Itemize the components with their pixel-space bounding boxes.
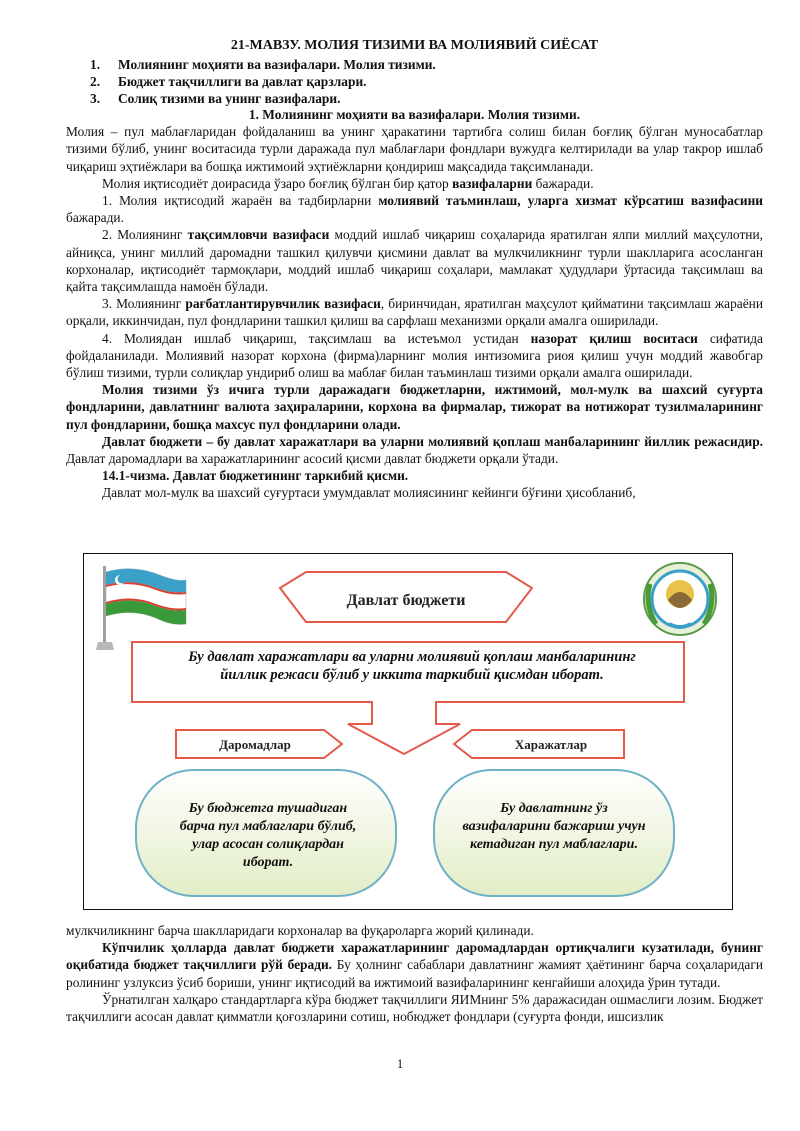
toc-number: 2. <box>90 74 101 90</box>
paragraph: 2. Молиянинг тақсимловчи вазифаси моддий ишлаб чиқариш соҳаларида яратилган ялпи миллий маҳсулотни, айниқса, унинг миллий даромадни ташкил қилувчи қисмини давлат ва мулкчиликнинг турли шаклларига асосланган корхоналар, иқтисодиёт тармоқлари, моддий ишлаб чиқариш соҳалари, мамлакат ҳудудлари ўртасида тақсимлаш ва қайта тақсимлашда намоён бўлади. <box>66 227 763 295</box>
budget-diagram <box>83 553 733 910</box>
toc-item <box>90 90 436 107</box>
toc-text: Бюджет тақчиллиги ва давлат қарзлари. <box>118 74 367 90</box>
paragraph: Молия – пул маблағларидан фойдаланиш ва унинг ҳаракатини тартибга солиш билан боғлиқ бўлган муносабатлар тизими бўлиб, унинг воситасида турли даражада пул маблағлари фондлари вужудга келтирилади ва улар такрор ишлаб чиқариш эҳтиёжлари ва бошқа ижтимоий эҳтиёжларни қондириш мақсадида тақсимланади. <box>66 124 763 174</box>
revenue-label: Даромадлар <box>219 737 291 752</box>
document-body-continued <box>66 922 763 1025</box>
paragraph: мулкчиликнинг барча шаклларидаги корхоналар ва фуқароларга жорий қилинади. <box>66 923 534 938</box>
revenue-description: Бу бюджетга тушадиган барча пул маблаглари бўлиб, улар асосан солиқлардан иборат. <box>179 801 357 870</box>
uzbekistan-flag-icon <box>96 566 186 650</box>
document-title: 21-МАВЗУ. МОЛИЯ ТИЗИМИ ВА МОЛИЯВИЙ СИЁСАТ <box>230 38 599 53</box>
toc-item <box>90 73 436 90</box>
page-number: 1 <box>396 1056 404 1071</box>
toc-number: 1. <box>90 57 101 72</box>
paragraph: Молия тизими ўз ичига турли даражадаги бюджетларни, ижтимоий, мол-мулк ва шахсий суғурта фондларини, давлатнинг валюта заҳираларини, корхона ва фирмалар, тижорат ва нотижорат тузилмаларининг пул фондларини, бошқа махсус пул фондларини олади. <box>66 382 763 432</box>
toc-text: Молиянинг моҳияти ва вазифалари. Молия тизими. <box>118 57 436 72</box>
diagram-definition: Бу давлат харажатлари ва уларни молиявий қоплаш манбаларининг йиллик режаси бўлиб у иккита таркибий қисмдан иборат. <box>188 649 636 683</box>
table-of-contents <box>90 56 436 108</box>
figure-caption: 14.1-чизма. Давлат бюджетининг таркибий қисми. <box>102 468 409 484</box>
document-body <box>66 106 763 502</box>
diagram-title: Давлат бюджети <box>346 592 466 609</box>
expense-label: Харажатлар <box>514 737 588 752</box>
paragraph: Кўпчилик ҳолларда давлат бюджети харажатларининг даромадлардан ортиқчалиги кузатилади, бунинг оқибатида бюджет тақчиллиги рўй беради. Бу ҳолнинг сабаблари давлатнинг жамият ҳаётининг барча соҳаларидаги ролининг узлуксиз ўсиб бориши, унинг иқтисодий ва ижтимоий вазифаларининг кенгайиши алоҳида ўрин тутади. <box>66 940 763 990</box>
paragraph: 3. Молиянинг рағбатлантирувчилик вазифаси, биринчидан, яратилган маҳсулот қийматини тақсимлаш жараёни орқали, иккинчидан, пул фондларини ташкил қилиш ва сарфлаш механизми орқали амалга оширилади. <box>66 296 763 329</box>
paragraph: Давлат бюджети – бу давлат харажатлари ва уларни молиявий қоплаш манбаларининг йиллик режасидир. Давлат даромадлари ва харажатларининг асосий қисми давлат бюджети орқали ўтади. <box>66 433 763 467</box>
paragraph: 4. Молиядан ишлаб чиқариш, тақсимлаш ва истеъмол устидан назорат қилиш воситаси сифатида фойдаланилади. Молиявий назорат корхона (фирма)ларнинг молия интизомига риоя қилиш учун моддий жавобгар бўлиш тизими, турли солиқлар ундириб олиш ва маблағ билан таъминлаш тизими орқали амалга оширилади. <box>66 330 764 381</box>
paragraph: 1. Молия иқтисодий жараён ва тадбирларни молиявий таъминлаш, уларга хизмат кўрсатиш вазифасини бажаради. <box>66 193 763 226</box>
expense-description: Бу давлатнинг ўз вазифаларини бажариш учун кетадиган пул маблаглари. <box>462 801 646 852</box>
paragraph: Молия иқтисодиёт доирасида ўзаро боғлиқ бўлган бир қатор вазифаларни бажаради. <box>102 175 594 191</box>
paragraph: Ўрнатилган халқаро стандартларга кўра бюджет тақчиллиги ЯИМнинг 5% даражасидан ошмаслиги лозим. Бюджет тақчиллиги асосан давлат қимматли қоғозларини сотиш, нобюджет фондлари (суғурта фонди, ишсизлик <box>66 991 763 1025</box>
section-heading: 1. Молиянинг моҳияти ва вазифалари. Молия тизими. <box>248 107 581 122</box>
state-emblem-icon <box>644 563 716 635</box>
toc-number: 3. <box>90 91 101 107</box>
toc-text: Солиқ тизими ва унинг вазифалари. <box>118 91 341 107</box>
paragraph: Давлат мол-мулк ва шахсий суғуртаси умумдавлат молиясининг кейинги бўғини ҳисобланиб, <box>102 485 636 501</box>
toc-item <box>90 56 436 73</box>
